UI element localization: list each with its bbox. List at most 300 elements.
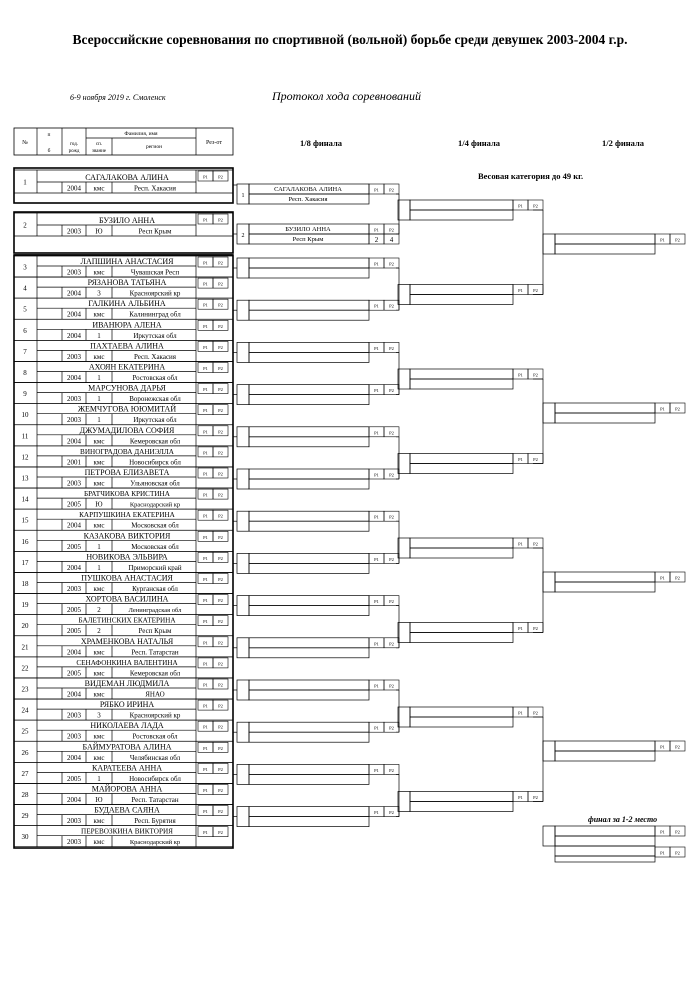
r18-box14-n xyxy=(249,764,369,774)
p1-label: Р1 xyxy=(518,795,523,800)
r18-box2-lot xyxy=(237,258,249,278)
final-box-lot xyxy=(543,826,555,846)
athlete-name: БРАТЧИКОВА КРИСТИНА xyxy=(84,490,170,499)
athlete-name: КАРПУШКИНА ЕКАТЕРИНА xyxy=(79,511,175,520)
p1-label: Р1 xyxy=(203,534,208,540)
athlete-year: 2003 xyxy=(67,227,81,236)
p2-label: Р2 xyxy=(675,744,680,750)
r14-box3-r xyxy=(410,379,513,389)
r14-box6-r xyxy=(410,633,513,643)
athlete-rank: Ю xyxy=(95,227,103,236)
r18-winner-name: БУЗИЛО АННА xyxy=(285,226,331,233)
p1-label: Р1 xyxy=(374,599,379,605)
athlete-number: 26 xyxy=(21,748,29,757)
athlete-region: Московская обл xyxy=(131,521,179,530)
p2-label: Р2 xyxy=(675,575,680,581)
athlete-year: 2005 xyxy=(67,774,81,783)
p1-label: Р1 xyxy=(374,187,379,193)
p2-label: Р2 xyxy=(218,344,223,350)
p1-label: Р1 xyxy=(203,788,208,793)
p2-label: Р2 xyxy=(389,767,394,773)
p2-label: Р2 xyxy=(389,810,394,816)
p2-label: Р2 xyxy=(218,619,223,625)
athlete-name: СЕНАФОНКИНА ВАЛЕНТИНА xyxy=(76,658,178,667)
r18-box13-n xyxy=(249,722,369,732)
athlete-region: Ленинградская обл xyxy=(128,607,182,615)
final-row-3 xyxy=(555,846,655,856)
r18-box4-lot xyxy=(237,342,249,362)
athlete-number: 16 xyxy=(21,537,29,546)
r18-box10-lot xyxy=(237,596,249,616)
athlete-region: Воронежская обл xyxy=(129,395,181,404)
athlete-region: Ульяновская обл xyxy=(130,479,180,488)
header-year: год. xyxy=(69,142,79,147)
header-lot: п xyxy=(47,132,51,138)
athlete-name: ХРАМЕНКОВА НАТАЛЬЯ xyxy=(80,636,174,646)
athlete-region: Респ Крым xyxy=(138,627,172,636)
athlete-number: 2 xyxy=(23,221,27,230)
p2-label: Р2 xyxy=(675,850,680,856)
athlete-region: Респ. Татарстан xyxy=(131,796,179,804)
p2-label: Р2 xyxy=(389,187,394,193)
r18-box7-r xyxy=(249,479,369,489)
r18-box6-n xyxy=(249,427,369,437)
p1-label: Р1 xyxy=(518,457,523,462)
athlete-number: 30 xyxy=(21,833,29,842)
r18-box8-lot xyxy=(237,511,249,531)
athlete-region: Московская обл xyxy=(131,542,179,551)
r18-box14-r xyxy=(249,774,369,784)
p2-label: Р2 xyxy=(218,408,223,414)
p2-label: Р2 xyxy=(533,710,538,716)
r18-box2-n xyxy=(249,258,369,268)
p1-label: Р1 xyxy=(203,408,208,414)
athlete-number: 12 xyxy=(21,453,29,462)
athlete-year: 2003 xyxy=(67,732,81,741)
athlete-name: КАЗАКОВА ВИКТОРИЯ xyxy=(83,531,171,541)
score: 2 xyxy=(374,236,379,244)
athlete-year: 2004 xyxy=(67,310,81,319)
r18-box15-lot xyxy=(237,807,249,827)
p1-label: Р1 xyxy=(203,598,208,604)
athlete-number: 3 xyxy=(23,263,27,272)
athlete-number: 18 xyxy=(21,580,29,588)
athlete-name: БУЗИЛО АННА xyxy=(99,216,155,225)
r12-box4-r xyxy=(555,751,655,761)
r14-box2-lot xyxy=(398,285,410,305)
r18-box12-n xyxy=(249,680,369,690)
p1-label: Р1 xyxy=(203,724,208,730)
header-result: Рез-от xyxy=(206,140,222,146)
r12-box1-lot xyxy=(543,234,555,254)
athlete-number: 17 xyxy=(21,558,29,567)
athlete-year: 2003 xyxy=(67,817,81,826)
p1-label: Р1 xyxy=(374,345,379,351)
p2-label: Р2 xyxy=(533,288,538,293)
r18-box9-lot xyxy=(237,553,249,573)
p1-label: Р1 xyxy=(660,744,665,750)
athlete-region: Краснодарский кр xyxy=(129,839,181,847)
r18-box6-r xyxy=(249,437,369,447)
p2-label: Р2 xyxy=(218,534,223,540)
p2-label: Р2 xyxy=(389,725,394,731)
p1-label: Р1 xyxy=(374,227,379,233)
r14-box5-n xyxy=(410,538,513,548)
score: 4 xyxy=(389,236,394,244)
athlete-rank: кмс xyxy=(93,690,105,699)
round-1-4-header: 1/4 финала xyxy=(458,138,501,148)
athlete-rank: кмс xyxy=(93,437,105,446)
athlete-number: 11 xyxy=(21,432,29,441)
p1-label: Р1 xyxy=(660,575,665,581)
athlete-number: 14 xyxy=(21,495,29,504)
p1-label: Р1 xyxy=(203,387,208,393)
athlete-year: 2005 xyxy=(67,606,81,615)
athlete-number: 5 xyxy=(23,305,27,314)
athlete-region: Курганская обл xyxy=(132,585,178,593)
r18-box14-lot xyxy=(237,764,249,784)
r14-box3-lot xyxy=(398,369,410,389)
athlete-year: 2004 xyxy=(67,753,81,762)
athlete-rank: 3 xyxy=(97,289,101,298)
p1-label: Р1 xyxy=(518,541,523,547)
r18-box11-lot xyxy=(237,638,249,658)
athlete-region: ЯНАО xyxy=(145,690,165,699)
athlete-year: 2003 xyxy=(67,585,81,593)
p2-label: Р2 xyxy=(533,457,538,462)
r18-box9-n xyxy=(249,553,369,563)
round-1-2-header: 1/2 финала xyxy=(602,138,645,148)
r12-box1-r xyxy=(555,244,655,254)
weight-category: Весовая категория до 49 кг. xyxy=(478,171,584,181)
p1-label: Р1 xyxy=(374,556,379,562)
p1-label: Р1 xyxy=(203,766,208,772)
athlete-number: 29 xyxy=(21,812,29,821)
athlete-year: 2003 xyxy=(67,479,81,488)
p1-label: Р1 xyxy=(203,830,208,836)
athlete-name: РЯБКО ИРИНА xyxy=(99,700,155,710)
final-row-4 xyxy=(555,856,655,862)
athlete-rank: 1 xyxy=(97,774,101,783)
athlete-name: РЯЗАНОВА ТАТЬЯНА xyxy=(87,278,167,288)
p2-label: Р2 xyxy=(218,429,223,435)
r18-box4-n xyxy=(249,342,369,352)
p2-label: Р2 xyxy=(218,555,223,561)
p2-label: Р2 xyxy=(675,406,680,412)
athlete-name: МАЙОРОВА АННА xyxy=(91,784,163,794)
r18-box11-n xyxy=(249,638,369,648)
athlete-rank: кмс xyxy=(93,669,105,678)
athlete-number: 23 xyxy=(21,685,29,694)
athlete-year: 2003 xyxy=(67,352,81,361)
athlete-number: 15 xyxy=(21,516,29,525)
athlete-rank: Ю xyxy=(95,500,103,509)
athlete-rank: кмс xyxy=(93,732,105,741)
r14-box8-r xyxy=(410,802,513,812)
p1-label: Р1 xyxy=(374,725,379,731)
athlete-region: Приморский край xyxy=(128,563,182,572)
athlete-number: 24 xyxy=(21,706,29,715)
athlete-number: 7 xyxy=(23,347,27,356)
athlete-year: 2003 xyxy=(67,838,81,847)
p1-label: Р1 xyxy=(374,514,379,520)
r18-box3-lot xyxy=(237,300,249,320)
athlete-region: Иркутская обл xyxy=(133,416,177,425)
p1-label: Р1 xyxy=(203,429,208,435)
p1-label: Р1 xyxy=(203,555,208,561)
r12-box3-r xyxy=(555,582,655,592)
p2-label: Р2 xyxy=(218,217,223,223)
p2-label: Р2 xyxy=(218,809,223,815)
p2-label: Р2 xyxy=(533,626,538,631)
header-lot2: б xyxy=(47,148,51,154)
p2-label: Р2 xyxy=(389,261,394,267)
p2-label: Р2 xyxy=(389,514,394,520)
r18-lot: 1 xyxy=(241,193,245,199)
r18-box15-n xyxy=(249,807,369,817)
r18-box5-lot xyxy=(237,385,249,405)
athlete-region: Калининград обл xyxy=(129,310,181,319)
p2-label: Р2 xyxy=(389,556,394,562)
p1-label: Р1 xyxy=(203,217,208,223)
p2-label: Р2 xyxy=(218,745,223,751)
p2-label: Р2 xyxy=(218,766,223,772)
r18-box3-n xyxy=(249,300,369,310)
athlete-region: Ростовская обл xyxy=(132,732,178,741)
athlete-region: Чувашская Респ xyxy=(130,268,180,277)
header-no: № xyxy=(22,140,28,146)
athlete-number: 25 xyxy=(21,727,29,736)
p1-label: Р1 xyxy=(203,682,208,688)
p2-label: Р2 xyxy=(533,372,538,378)
p1-label: Р1 xyxy=(660,237,665,243)
athlete-region: Респ. Татарстан xyxy=(131,648,179,657)
athlete-year: 2005 xyxy=(67,500,81,509)
header-region: регион xyxy=(145,144,163,150)
p2-label: Р2 xyxy=(389,345,394,351)
athlete-rank: 1 xyxy=(97,395,101,404)
athlete-year: 2003 xyxy=(67,268,81,277)
p1-label: Р1 xyxy=(203,302,208,308)
p2-label: Р2 xyxy=(389,683,394,689)
athlete-name: ПУШКОВА АНАСТАСИЯ xyxy=(81,573,173,583)
p1-label: Р1 xyxy=(203,619,208,625)
athlete-region: Челябинская обл xyxy=(129,753,181,762)
athlete-year: 2004 xyxy=(67,374,81,382)
p1-label: Р1 xyxy=(518,203,523,209)
p1-label: Р1 xyxy=(518,372,523,378)
athlete-number: 10 xyxy=(21,411,29,420)
p2-label: Р2 xyxy=(389,430,394,436)
athlete-rank: 1 xyxy=(97,374,101,382)
p2-label: Р2 xyxy=(218,724,223,730)
athlete-rank: 1 xyxy=(97,542,101,551)
athlete-region: Респ. Бурятия xyxy=(134,817,176,826)
r14-box8-lot xyxy=(398,792,410,812)
r18-winner-region: Респ Крым xyxy=(292,236,324,243)
p2-label: Р2 xyxy=(675,237,680,243)
p2-label: Р2 xyxy=(218,830,223,836)
r18-box13-lot xyxy=(237,722,249,742)
p1-label: Р1 xyxy=(374,388,379,394)
place-date: 6-9 ноября 2019 г. Смоленск xyxy=(70,93,166,102)
p2-label: Р2 xyxy=(218,492,223,498)
p2-label: Р2 xyxy=(389,472,394,478)
r18-box13-r xyxy=(249,732,369,742)
p2-label: Р2 xyxy=(218,577,223,582)
p2-label: Р2 xyxy=(218,450,223,456)
p1-label: Р1 xyxy=(203,809,208,815)
p2-label: Р2 xyxy=(389,227,394,233)
p1-label: Р1 xyxy=(374,810,379,816)
r12-box2-n xyxy=(555,403,655,413)
p2-label: Р2 xyxy=(218,682,223,688)
r14-box4-lot xyxy=(398,454,410,474)
athlete-year: 2005 xyxy=(67,542,81,551)
p1-label: Р1 xyxy=(203,745,208,751)
p1-label: Р1 xyxy=(203,281,208,287)
p1-label: Р1 xyxy=(374,430,379,436)
document-title: Всероссийские соревнования по спортивной (вольной) борьбе среди девушек 2003-2004 г.р. xyxy=(72,32,628,47)
p2-label: Р2 xyxy=(218,598,223,604)
r14-box4-r xyxy=(410,464,513,474)
athlete-name: БАЙМУРАТОВА АЛИНА xyxy=(82,742,172,752)
athlete-number: 9 xyxy=(23,390,27,399)
athlete-name: АХОЯН ЕКАТЕРИНА xyxy=(88,362,166,372)
athlete-region: Краснодарский кр xyxy=(129,501,181,509)
athlete-region: Новосибирск обл xyxy=(129,458,181,467)
p1-label: Р1 xyxy=(203,366,208,371)
athlete-name: ЛАПШИНА АНАСТАСИЯ xyxy=(80,257,174,266)
athlete-rank: кмс xyxy=(93,585,105,593)
p1-label: Р1 xyxy=(203,577,208,582)
r18-box5-n xyxy=(249,385,369,395)
athlete-number: 21 xyxy=(21,643,29,652)
final-box-r xyxy=(555,836,655,846)
r18-box2-r xyxy=(249,268,369,278)
athlete-rank: 1 xyxy=(97,563,101,572)
r12-box2-r xyxy=(555,413,655,423)
p2-label: Р2 xyxy=(389,303,394,309)
p1-label: Р1 xyxy=(660,850,665,856)
athlete-rank: кмс xyxy=(93,479,105,488)
r18-box12-lot xyxy=(237,680,249,700)
athlete-rank: Ю xyxy=(95,796,103,804)
athlete-name: БУДАЕВА САЯНА xyxy=(94,805,160,815)
athlete-name: САГАЛАКОВА АЛИНА xyxy=(85,173,169,182)
athlete-rank: 2 xyxy=(97,606,101,615)
r18-box10-n xyxy=(249,596,369,606)
r14-box8-n xyxy=(410,792,513,802)
r14-box1-r xyxy=(410,210,513,220)
r18-box11-r xyxy=(249,648,369,658)
p1-label: Р1 xyxy=(374,683,379,689)
athlete-region: Ростовская обл xyxy=(132,374,178,382)
athlete-rank: 2 xyxy=(97,627,101,636)
athlete-name: НИКОЛАЕВА ЛАДА xyxy=(90,721,164,731)
athlete-number: 13 xyxy=(21,474,29,483)
p1-label: Р1 xyxy=(203,450,208,456)
r18-box15-r xyxy=(249,817,369,827)
p2-label: Р2 xyxy=(218,281,223,287)
athlete-region: Красноярский кр xyxy=(129,711,181,720)
p2-label: Р2 xyxy=(218,323,223,329)
athlete-number: 1 xyxy=(23,178,27,187)
p2-label: Р2 xyxy=(218,302,223,308)
r18-box10-r xyxy=(249,606,369,616)
p2-label: Р2 xyxy=(218,471,223,477)
r18-box8-r xyxy=(249,521,369,531)
r14-box2-r xyxy=(410,295,513,305)
athlete-rank: кмс xyxy=(93,753,105,762)
p2-label: Р2 xyxy=(533,795,538,800)
r14-box5-lot xyxy=(398,538,410,558)
p2-label: Р2 xyxy=(218,366,223,371)
athlete-rank: 1 xyxy=(97,331,101,340)
p2-label: Р2 xyxy=(218,260,223,266)
athlete-year: 2004 xyxy=(67,331,81,340)
athlete-rank: кмс xyxy=(93,521,105,530)
athlete-name: ХОРТОВА ВАСИЛИНА xyxy=(85,594,169,604)
athlete-rank: кмс xyxy=(93,817,105,826)
athlete-rank: 3 xyxy=(97,711,101,720)
r14-box4-n xyxy=(410,454,513,464)
athlete-number: 28 xyxy=(21,791,29,799)
r14-box6-lot xyxy=(398,623,410,643)
athlete-year: 2003 xyxy=(67,416,81,425)
p1-label: Р1 xyxy=(374,641,379,647)
athlete-region: Иркутская обл xyxy=(133,331,177,340)
athlete-year: 2004 xyxy=(67,690,81,699)
athlete-rank: 1 xyxy=(97,416,101,425)
athlete-region: Респ Крым xyxy=(138,227,172,236)
p2-label: Р2 xyxy=(533,203,538,209)
athlete-year: 2004 xyxy=(67,521,81,530)
p1-label: Р1 xyxy=(374,767,379,773)
athlete-number: 27 xyxy=(21,769,29,778)
athlete-region: Респ. Хакасия xyxy=(133,184,177,193)
athlete-name: ВИДЕМАН ЛЮДМИЛА xyxy=(84,679,170,688)
athlete-year: 2004 xyxy=(67,563,81,572)
final-box-n xyxy=(555,826,655,836)
athlete-rank: кмс xyxy=(93,648,105,657)
p1-label: Р1 xyxy=(660,406,665,412)
r12-box4-n xyxy=(555,741,655,751)
p2-label: Р2 xyxy=(218,661,223,667)
r12-box3-n xyxy=(555,572,655,582)
athlete-region: Кемеровская обл xyxy=(129,669,181,678)
r18-box8-n xyxy=(249,511,369,521)
athlete-number: 8 xyxy=(23,369,27,377)
r18-box7-n xyxy=(249,469,369,479)
r14-box7-n xyxy=(410,707,513,717)
r14-box1-n xyxy=(410,200,513,210)
r12-box2-lot xyxy=(543,403,555,423)
athlete-year: 2005 xyxy=(67,627,81,636)
p1-label: Р1 xyxy=(518,626,523,631)
athlete-name: БАЛЕТИНСКИХ ЕКАТЕРИНА xyxy=(78,616,176,625)
p1-label: Р1 xyxy=(203,344,208,350)
athlete-rank: кмс xyxy=(93,184,105,193)
athlete-name: ИВАНЮРА АЛЕНА xyxy=(92,320,162,330)
r18-box9-r xyxy=(249,563,369,573)
p1-label: Р1 xyxy=(203,492,208,498)
header-rank: сп. xyxy=(95,142,103,147)
p2-label: Р2 xyxy=(218,703,223,709)
athlete-rank: кмс xyxy=(93,838,105,847)
p2-label: Р2 xyxy=(218,174,223,180)
r14-box7-r xyxy=(410,717,513,727)
